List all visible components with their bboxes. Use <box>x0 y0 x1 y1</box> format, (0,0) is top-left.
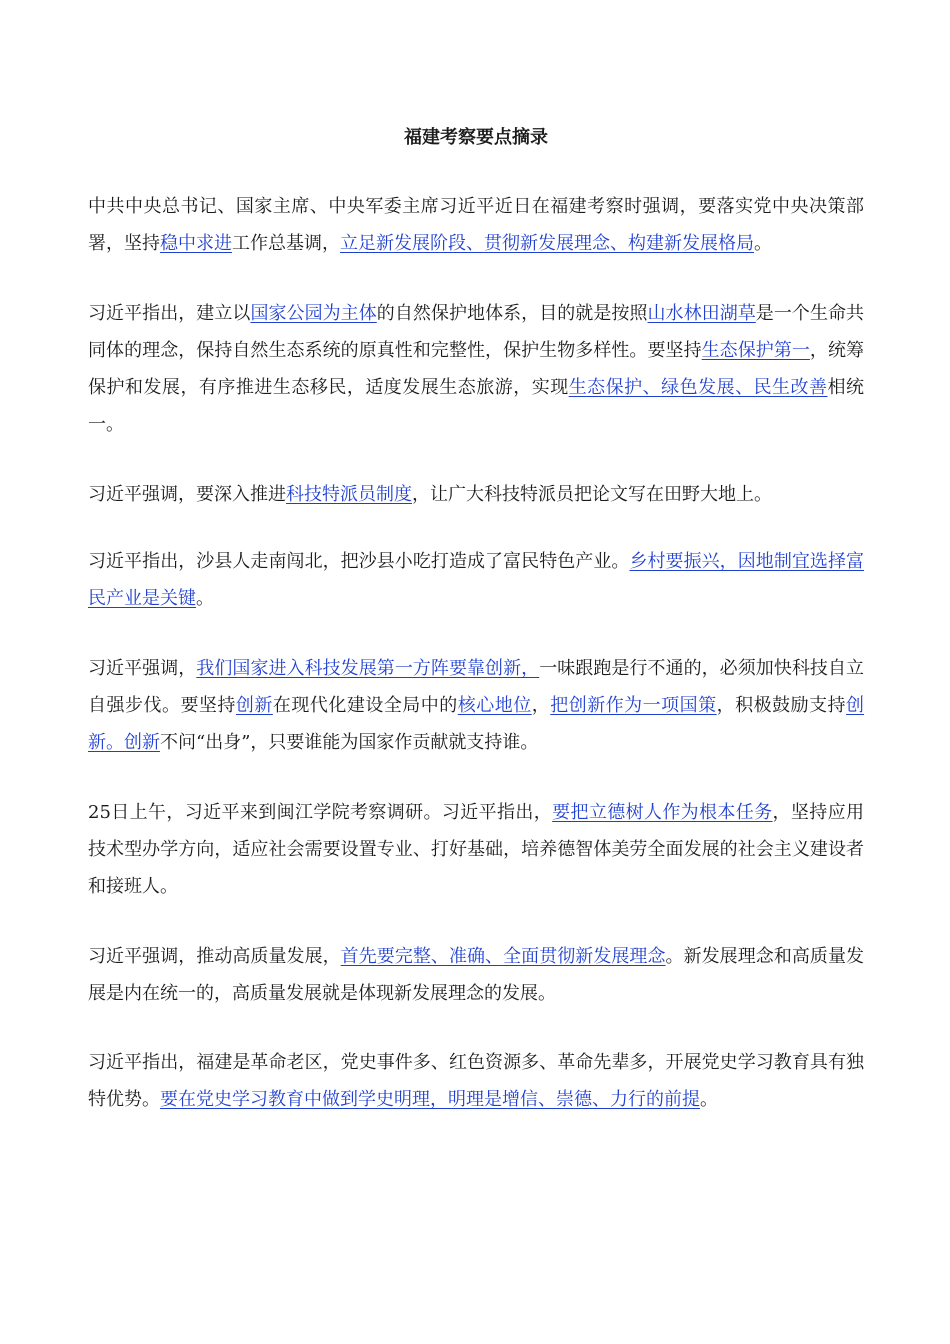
paragraph-text: 习近平指出，沙县人走南闯北，把沙县小吃打造成了富民特色产业。 <box>88 551 630 572</box>
inline-link[interactable]: 稳中求进 <box>160 233 232 254</box>
inline-link[interactable]: 立足新发展阶段、贯彻新发展理念、构建新发展格局 <box>340 233 754 254</box>
inline-link[interactable]: 创新 <box>235 695 273 716</box>
inline-link[interactable]: 首先要完整、准确、全面贯彻新发展理念 <box>340 946 666 967</box>
inline-link[interactable]: 要在党史学习教育中做到学史明理，明理是增信、崇德、力行的前提 <box>160 1089 700 1110</box>
inline-link[interactable]: 把创新作为一项国策 <box>550 695 717 716</box>
inline-link[interactable]: 生态保护、绿色发展、民生改善 <box>568 377 828 398</box>
paragraph-text: 是一个生命共同体的理念，保持自然生态系统的原真性和完整性，保护生物多样性。要坚持 <box>88 303 865 361</box>
inline-link[interactable]: 国家公园为主体 <box>250 303 377 324</box>
paragraph-text: 工作总基调， <box>232 233 340 254</box>
paragraph-text: 相统一。 <box>88 377 865 435</box>
paragraph-text: 习近平指出，福建是革命老区，党史事件多、红色资源多、革命先辈多，开展党史学习教育具有独特优势。 <box>88 1052 864 1110</box>
inline-link[interactable]: 创新。创新 <box>88 695 865 753</box>
paragraph-text: 的自然保护地体系，目的就是按照 <box>376 303 648 324</box>
paragraph <box>88 476 864 513</box>
paragraph <box>88 938 864 1012</box>
paragraph <box>88 650 864 761</box>
paragraph-text: 。新发展理念和高质量发展是内在统一的，高质量发展就是体现新发展理念的发展。 <box>88 946 865 1004</box>
inline-link[interactable]: 要把立德树人作为根本任务 <box>552 802 773 823</box>
paragraph-text: 25日上午，习近平来到闽江学院考察调研。习近平指出， <box>88 802 553 823</box>
paragraph-text: 习近平指出，建立以 <box>88 303 251 324</box>
paragraph-text: 习近平强调， <box>88 658 197 679</box>
page-title: 福建考察要点摘录 <box>404 127 548 148</box>
paragraph <box>88 1044 864 1118</box>
inline-link[interactable]: 乡村要振兴，因地制宜选择富民产业是关键 <box>88 551 865 609</box>
paragraph-text: 习近平强调，推动高质量发展， <box>88 946 341 967</box>
paragraph-text: 习近平强调，要深入推进 <box>88 484 286 505</box>
paragraph-text: 。 <box>700 1089 718 1110</box>
paragraph-text: 。 <box>754 233 772 254</box>
paragraph-text: 一味跟跑是行不通的，必须加快科技自立自强步伐。要坚持 <box>88 658 865 716</box>
paragraph-text: 中共中央总书记、国家主席、中央军委主席习近平近日在福建考察时强调，要落实党中央决策部署，坚持 <box>88 196 864 254</box>
inline-link[interactable]: 山水林田湖草 <box>647 303 756 324</box>
paragraph-text: ，积极鼓励支持 <box>716 695 847 716</box>
paragraph <box>88 295 864 443</box>
paragraph <box>88 188 864 262</box>
paragraph-text: ，让广大科技特派员把论文写在田野大地上。 <box>412 484 772 505</box>
paragraph-text: 在现代化建设全局中的 <box>272 695 458 716</box>
paragraph-text: 。 <box>196 588 214 609</box>
inline-link[interactable]: 生态保护第一 <box>701 340 810 361</box>
inline-link[interactable]: 科技特派员制度 <box>286 484 412 505</box>
paragraph <box>88 543 864 617</box>
paragraph-text: 不问“出身”，只要谁能为国家作贡献就支持谁。 <box>160 732 539 753</box>
paragraph-text: ，统筹保护和发展，有序推进生态移民，适度发展生态旅游，实现 <box>88 340 865 398</box>
paragraph-text: ，坚持应用技术型办学方向，适应社会需要设置专业、打好基础，培养德智体美劳全面发展的社会主义建设者和接班人。 <box>88 802 865 897</box>
paragraph <box>88 794 864 905</box>
paragraph-text: ， <box>531 695 551 716</box>
inline-link[interactable]: 我们国家进入科技发展第一方阵要靠创新， <box>196 658 540 679</box>
inline-link[interactable]: 核心地位 <box>457 695 532 716</box>
